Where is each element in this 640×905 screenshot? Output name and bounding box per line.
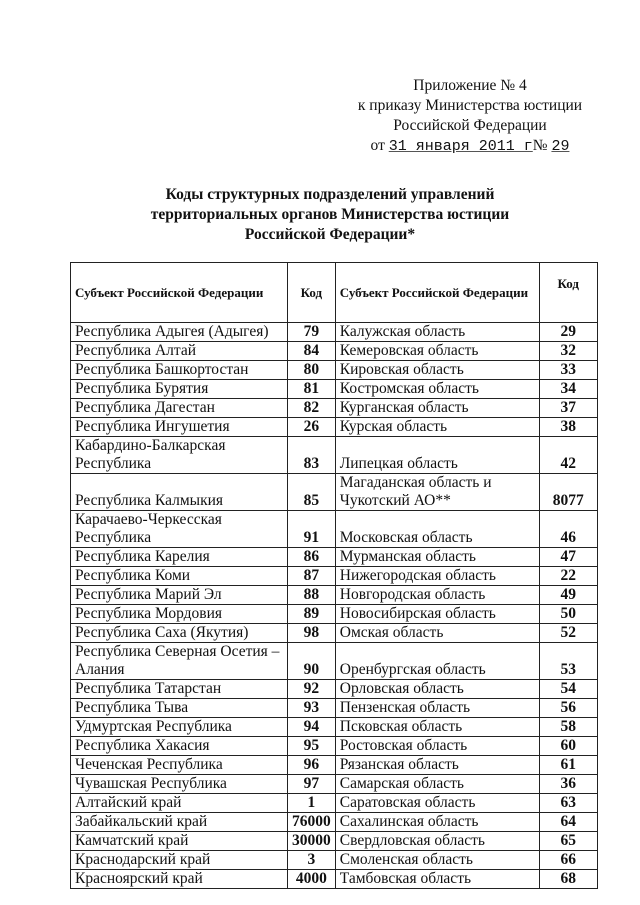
subject-code-left: 90	[288, 643, 336, 680]
subject-code-left: 80	[288, 361, 336, 380]
subject-code-right: 49	[539, 586, 597, 605]
subject-code-right: 52	[539, 624, 597, 643]
subject-code-left: 76000	[288, 813, 336, 832]
subject-name-left: Республика Северная Осетия – Алания	[71, 643, 288, 680]
subject-name-left: Кабардино-Балкарская Республика	[71, 437, 288, 474]
subject-code-right: 22	[539, 567, 597, 586]
table-row	[71, 323, 598, 342]
subject-name-left: Республика Алтай	[71, 342, 288, 361]
subject-code-left: 1	[288, 794, 336, 813]
subject-code-right: 47	[539, 548, 597, 567]
order-date-line	[340, 136, 600, 157]
subject-code-left: 92	[288, 680, 336, 699]
subject-name-left: Алтайский край	[71, 794, 288, 813]
table-row	[71, 851, 598, 870]
subject-code-left: 98	[288, 624, 336, 643]
table-header-row	[71, 263, 598, 323]
subject-name-right: Костромская область	[335, 380, 539, 399]
subject-name-left: Республика Башкортостан	[71, 361, 288, 380]
order-date: 31 января 2011 г	[388, 138, 533, 155]
subject-name-right: Рязанская область	[335, 756, 539, 775]
subject-code-left: 30000	[288, 832, 336, 851]
title-line-1: Коды структурных подразделений управлений	[165, 186, 495, 203]
column-header-subject-right: Субъект Российской Федерации	[335, 263, 539, 323]
subject-name-left: Красноярский край	[71, 870, 288, 889]
subject-code-left: 86	[288, 548, 336, 567]
subject-name-left: Республика Коми	[71, 567, 288, 586]
subject-code-left: 94	[288, 718, 336, 737]
table-row	[71, 342, 598, 361]
subject-code-left: 26	[288, 418, 336, 437]
column-header-code-right: Код	[539, 263, 597, 323]
table-row	[71, 699, 598, 718]
appendix-line-3: Российской Федерации	[393, 117, 547, 134]
subject-name-right: Орловская область	[335, 680, 539, 699]
subject-name-right: Курская область	[335, 418, 539, 437]
subject-code-right: 42	[539, 437, 597, 474]
subject-code-left: 81	[288, 380, 336, 399]
subject-name-right: Ростовская область	[335, 737, 539, 756]
table-row	[71, 399, 598, 418]
appendix-line-1: Приложение № 4	[413, 77, 527, 94]
subject-name-left: Республика Хакасия	[71, 737, 288, 756]
subject-name-right: Новгородская область	[335, 586, 539, 605]
subject-name-right: Свердловская область	[335, 832, 539, 851]
table-row	[71, 870, 598, 889]
table-row	[71, 586, 598, 605]
table-row	[71, 794, 598, 813]
subject-code-right: 54	[539, 680, 597, 699]
subject-code-right: 63	[539, 794, 597, 813]
subject-code-left: 87	[288, 567, 336, 586]
subject-code-right: 32	[539, 342, 597, 361]
column-header-subject-left: Субъект Российской Федерации	[71, 263, 288, 323]
subject-name-left: Карачаево-Черкесская Республика	[71, 511, 288, 548]
subject-name-right: Липецкая область	[335, 437, 539, 474]
subject-name-left: Краснодарский край	[71, 851, 288, 870]
table-body	[71, 323, 598, 889]
number-label: №	[532, 137, 548, 154]
table-row	[71, 813, 598, 832]
subject-name-right: Саратовская область	[335, 794, 539, 813]
subject-name-right: Московская область	[335, 511, 539, 548]
subject-name-right: Калужская область	[335, 323, 539, 342]
subject-name-left: Республика Мордовия	[71, 605, 288, 624]
subject-name-left: Республика Тыва	[71, 699, 288, 718]
table-row	[71, 418, 598, 437]
subject-name-right: Мурманская область	[335, 548, 539, 567]
subject-name-right: Тамбовская область	[335, 870, 539, 889]
subject-code-right: 38	[539, 418, 597, 437]
subject-name-left: Чеченская Республика	[71, 756, 288, 775]
subject-name-right: Магаданская область и Чукотский АО**	[335, 474, 539, 511]
subject-name-right: Кировская область	[335, 361, 539, 380]
subject-code-right: 8077	[539, 474, 597, 511]
subject-name-right: Пензенская область	[335, 699, 539, 718]
subject-name-left: Камчатский край	[71, 832, 288, 851]
table-row	[71, 548, 598, 567]
subject-name-left: Республика Марий Эл	[71, 586, 288, 605]
subject-code-right: 65	[539, 832, 597, 851]
subject-code-right: 66	[539, 851, 597, 870]
table-row	[71, 643, 598, 680]
subject-name-left: Забайкальский край	[71, 813, 288, 832]
table-row	[71, 756, 598, 775]
subject-code-right: 53	[539, 643, 597, 680]
subject-code-right: 56	[539, 699, 597, 718]
subject-code-left: 88	[288, 586, 336, 605]
subject-code-left: 79	[288, 323, 336, 342]
subject-code-right: 36	[539, 775, 597, 794]
table-row	[71, 511, 598, 548]
subject-name-right: Самарская область	[335, 775, 539, 794]
table-row	[71, 380, 598, 399]
table-row	[71, 832, 598, 851]
subject-code-right: 46	[539, 511, 597, 548]
title-line-2: территориальных органов Министерства юстиции	[150, 206, 510, 223]
subject-code-right: 64	[539, 813, 597, 832]
subject-name-right: Нижегородская область	[335, 567, 539, 586]
subject-name-left: Республика Карелия	[71, 548, 288, 567]
subject-code-left: 89	[288, 605, 336, 624]
document-title	[120, 185, 540, 245]
table-row	[71, 737, 598, 756]
subject-code-right: 29	[539, 323, 597, 342]
subject-code-right: 60	[539, 737, 597, 756]
subject-code-right: 50	[539, 605, 597, 624]
subject-code-left: 93	[288, 699, 336, 718]
table-row	[71, 624, 598, 643]
subject-name-left: Республика Бурятия	[71, 380, 288, 399]
subject-code-left: 85	[288, 474, 336, 511]
subject-name-right: Оренбургская область	[335, 643, 539, 680]
subject-code-right: 61	[539, 756, 597, 775]
subject-code-left: 84	[288, 342, 336, 361]
table-row	[71, 605, 598, 624]
order-number: 29	[551, 138, 570, 155]
subject-code-right: 34	[539, 380, 597, 399]
appendix-header	[340, 76, 600, 157]
subject-code-left: 97	[288, 775, 336, 794]
subject-code-right: 33	[539, 361, 597, 380]
subject-name-right: Курганская область	[335, 399, 539, 418]
subject-code-left: 3	[288, 851, 336, 870]
subject-name-left: Чувашская Республика	[71, 775, 288, 794]
date-prefix: от	[370, 137, 385, 154]
table-row	[71, 361, 598, 380]
table-row	[71, 437, 598, 474]
subject-name-right: Смоленская область	[335, 851, 539, 870]
subject-name-left: Республика Адыгея (Адыгея)	[71, 323, 288, 342]
subject-code-left: 82	[288, 399, 336, 418]
subject-name-left: Удмуртская Республика	[71, 718, 288, 737]
subject-name-left: Республика Ингушетия	[71, 418, 288, 437]
subject-code-left: 91	[288, 511, 336, 548]
subject-name-left: Республика Калмыкия	[71, 474, 288, 511]
subject-code-right: 37	[539, 399, 597, 418]
subject-name-right: Омская область	[335, 624, 539, 643]
subject-code-left: 4000	[288, 870, 336, 889]
codes-table	[70, 262, 598, 889]
subject-name-right: Новосибирская область	[335, 605, 539, 624]
appendix-line-2: к приказу Министерства юстиции	[357, 97, 583, 114]
subject-name-left: Республика Саха (Якутия)	[71, 624, 288, 643]
subject-name-left: Республика Татарстан	[71, 680, 288, 699]
table-row	[71, 775, 598, 794]
subject-name-right: Сахалинская область	[335, 813, 539, 832]
subject-code-right: 68	[539, 870, 597, 889]
table-row	[71, 680, 598, 699]
column-header-code-left: Код	[288, 263, 336, 323]
table-row	[71, 567, 598, 586]
subject-name-left: Республика Дагестан	[71, 399, 288, 418]
subject-code-right: 58	[539, 718, 597, 737]
subject-name-right: Кемеровская область	[335, 342, 539, 361]
subject-code-left: 83	[288, 437, 336, 474]
subject-name-right: Псковская область	[335, 718, 539, 737]
table-row	[71, 474, 598, 511]
table-row	[71, 718, 598, 737]
title-line-3: Российской Федерации*	[244, 226, 416, 243]
subject-code-left: 95	[288, 737, 336, 756]
subject-code-left: 96	[288, 756, 336, 775]
